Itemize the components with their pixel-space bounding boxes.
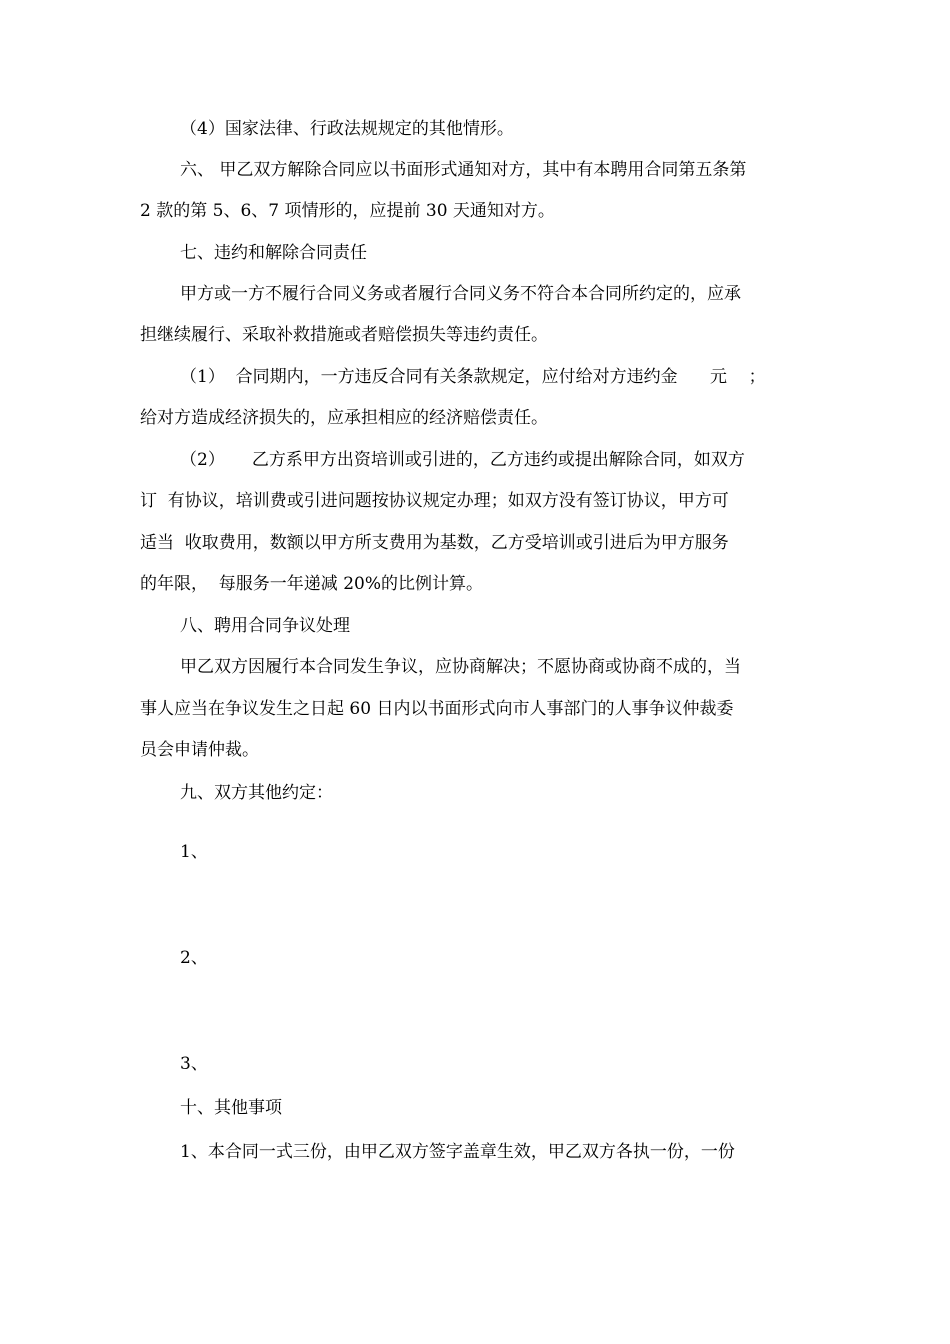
section-7-item-2-line-2: 订 有协议，培训费或引进问题按协议规定办理；如双方没有签订协议，甲方可 [140,491,729,511]
section-8-paragraph-line-3: 员会申请仲裁。 [140,740,259,760]
section-6-heading-line: 六、 甲乙双方解除合同应以书面形式通知对方，其中有本聘用合同第五条第 [180,160,747,180]
section-8-paragraph-line-1: 甲乙双方因履行本合同发生争议，应协商解决；不愿协商或协商不成的，当 [180,657,741,677]
section-10-item-1: 1、本合同一式三份，由甲乙双方签字盖章生效，甲乙双方各执一份，一份 [180,1142,735,1162]
section-7-paragraph-line-1: 甲方或一方不履行合同义务或者履行合同义务不符合本合同所约定的，应承 [180,284,741,304]
section-9-item-1: 1、 [180,842,208,862]
section-9-heading: 九、双方其他约定： [180,783,333,803]
section-10-heading: 十、其他事项 [180,1098,282,1118]
section-9-item-2: 2、 [180,948,208,968]
section-7-heading: 七、违约和解除合同责任 [180,243,367,263]
section-7-item-2-line-1: （2） 乙方系甲方出资培训或引进的，乙方违约或提出解除合同，如双方 [180,450,745,470]
section-7-item-1-line-2: 给对方造成经济损失的，应承担相应的经济赔偿责任。 [140,408,548,428]
section-7-item-2-line-3: 适当 收取费用，数额以甲方所支费用为基数，乙方受培训或引进后为甲方服务 [140,533,729,553]
section-7-item-1-line-1: （1） 合同期内，一方违反合同有关条款规定，应付给对方违约金 元 ； [180,367,766,387]
clause-4-other-circumstances: （4）国家法律、行政法规规定的其他情形。 [180,119,514,139]
section-9-item-3: 3、 [180,1054,208,1074]
section-8-heading: 八、聘用合同争议处理 [180,616,350,636]
section-7-paragraph-line-2: 担继续履行、采取补救措施或者赔偿损失等违约责任。 [140,325,548,345]
section-8-paragraph-line-2: 事人应当在争议发生之日起 60 日内以书面形式向市人事部门的人事争议仲裁委 [140,699,734,719]
section-6-continuation: 2 款的第 5、6、7 项情形的，应提前 30 天通知对方。 [140,201,555,221]
section-7-item-2-line-4: 的年限， 每服务一年递减 20%的比例计算。 [140,574,483,594]
